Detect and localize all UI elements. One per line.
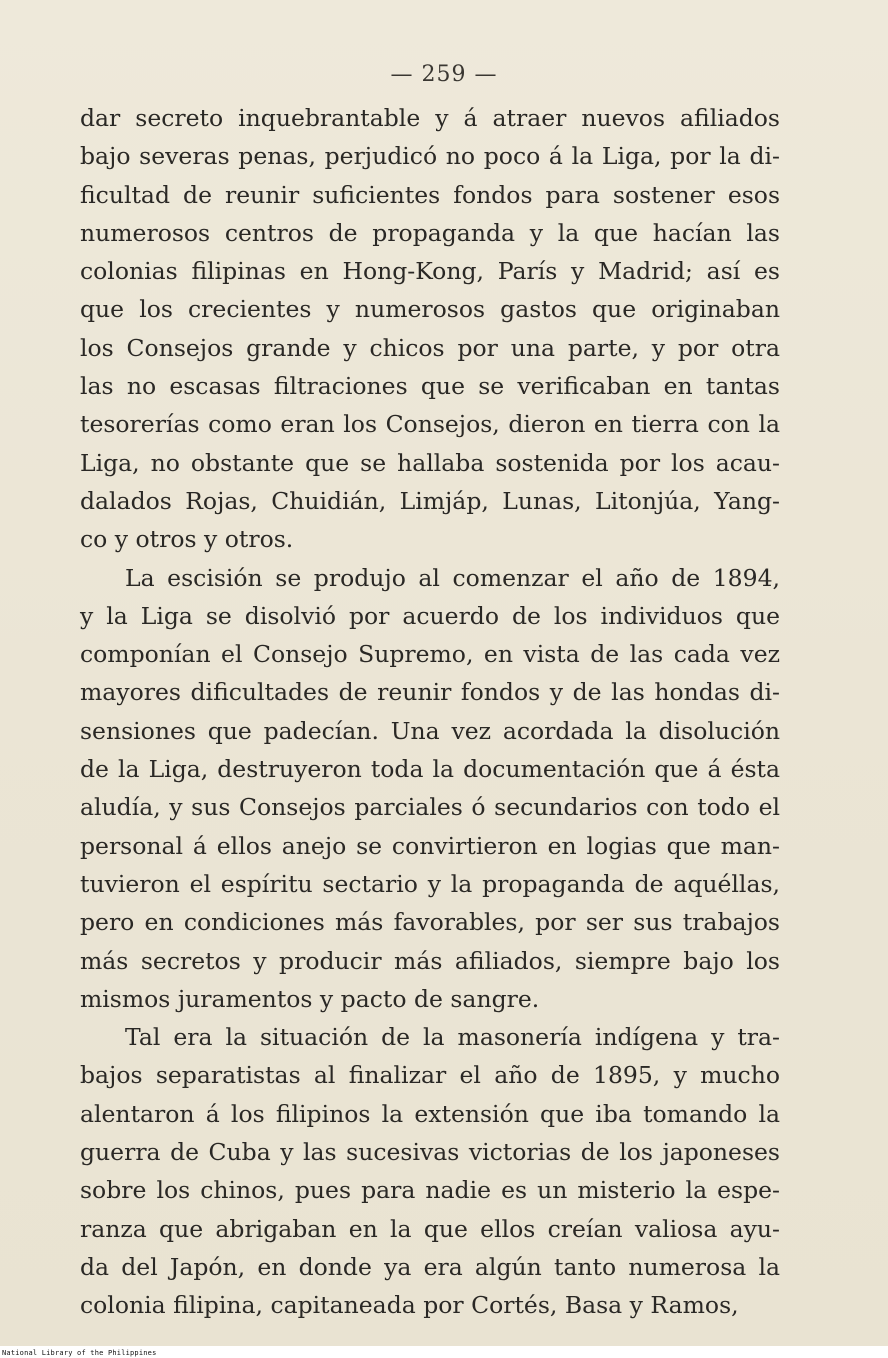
text-line: sobre los chinos, pues para nadie es un misterio la espe- [80, 1176, 780, 1205]
text-line: tesorerías como eran los Consejos, dieron en tierra con la [80, 410, 780, 439]
text-line: y la Liga se disolvió por acuerdo de los individuos que [80, 601, 780, 630]
text-line: aludía, y sus Consejos parciales ó secundarios con todo el [80, 793, 780, 822]
text-line: colonia filipina, capitaneada por Cortés, Basa y Ramos, [80, 1291, 739, 1320]
text-line: sensiones que padecían. Una vez acordada la disolución [80, 716, 780, 745]
text-line: mismos juramentos y pacto de sangre. [80, 984, 540, 1013]
text-line: pero en condiciones más favorables, por ser sus trabajos [80, 908, 780, 937]
text-line: Tal era la situación de la masonería indígena y tra- [125, 1023, 780, 1052]
text-line: componían el Consejo Supremo, en vista de las cada vez [80, 640, 780, 669]
text-line: que los crecientes y numerosos gastos que originaban [80, 295, 780, 324]
text-line: personal á ellos anejo se convirtieron en logias que man- [80, 831, 780, 860]
text-line: bajo severas penas, perjudicó no poco á la Liga, por la di- [80, 142, 780, 171]
text-line: colonias filipinas en Hong-Kong, París y Madrid; así es [80, 257, 780, 286]
page-body-text [80, 99, 780, 1325]
text-line: La escisión se produjo al comenzar el año de 1894, [125, 563, 780, 592]
text-line: más secretos y producir más afiliados, siempre bajo los [80, 946, 780, 975]
paragraph [80, 1018, 780, 1324]
footer-credit: National Library of the Philippines [2, 1349, 157, 1357]
page-number: — 259 — [390, 62, 498, 87]
paragraph [80, 559, 780, 1019]
text-line: guerra de Cuba y las sucesivas victorias de los japoneses [80, 1138, 780, 1167]
text-line: ficultad de reunir suficientes fondos para sostener esos [80, 180, 780, 209]
text-line: ranza que abrigaban en la que ellos creían valiosa ayu- [80, 1214, 780, 1243]
text-line: Liga, no obstante que se hallaba sostenida por los acau- [80, 448, 780, 477]
text-line: de la Liga, destruyeron toda la documentación que á ésta [80, 755, 780, 784]
paragraph [80, 99, 780, 559]
text-line: los Consejos grande y chicos por una parte, y por otra [80, 333, 780, 362]
text-line: bajos separatistas al finalizar el año de 1895, y mucho [80, 1061, 780, 1090]
text-line: tuvieron el espíritu sectario y la propaganda de aquéllas, [80, 869, 780, 898]
text-line: mayores dificultades de reunir fondos y de las hondas di- [80, 678, 780, 707]
text-line: las no escasas filtraciones que se verificaban en tantas [80, 372, 780, 401]
text-line: numerosos centros de propaganda y la que hacían las [80, 218, 780, 247]
text-line: da del Japón, en donde ya era algún tanto numerosa la [80, 1252, 780, 1281]
text-line: co y otros y otros. [80, 525, 294, 554]
text-line: dar secreto inquebrantable y á atraer nuevos afiliados [80, 104, 780, 132]
text-line: alentaron á los filipinos la extensión que iba tomando la [80, 1099, 780, 1128]
text-line: dalados Rojas, Chuidián, Limjáp, Lunas, Litonjúa, Yang- [80, 486, 780, 515]
